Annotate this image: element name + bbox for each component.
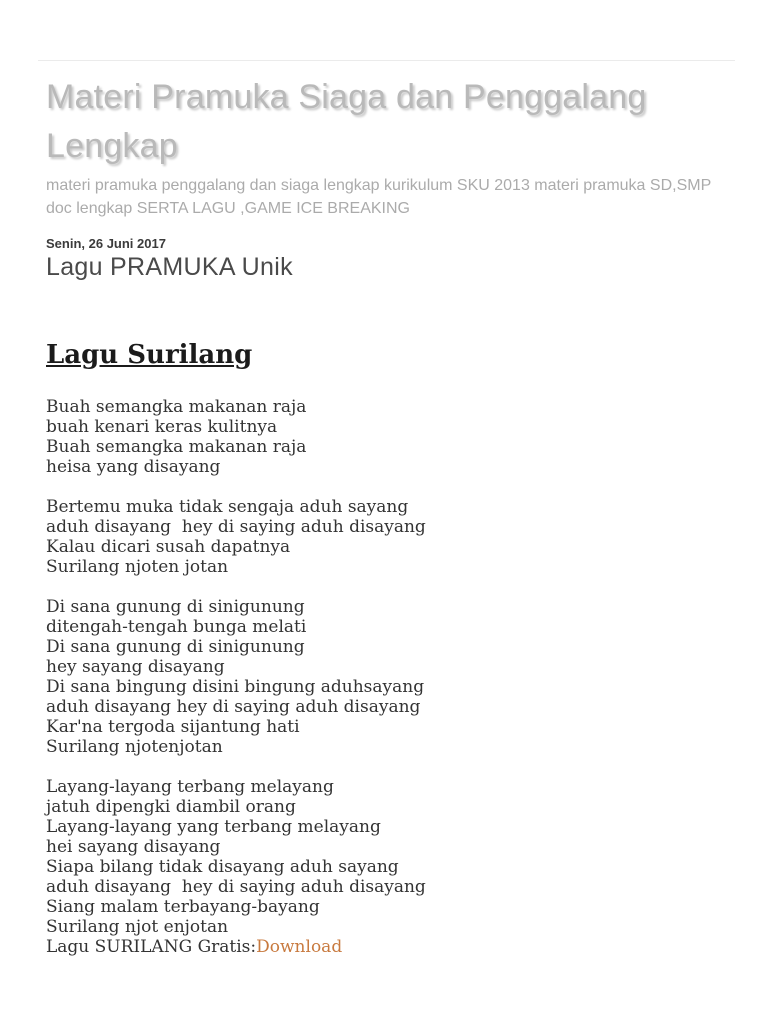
stanza [46,597,728,757]
lyric-line: Siang malam terbayang-bayang [46,897,320,917]
song-heading: Lagu Surilang [46,340,253,370]
lyric-line: Siapa bilang tidak disayang aduh sayang [46,857,399,877]
lyric-line: buah kenari keras kulitnya [46,417,278,437]
stanza [46,777,728,937]
lyric-line: aduh disayang hey di saying aduh disayang [46,517,426,537]
lyric-line: hey sayang disayang [46,657,225,677]
lyric-line: Buah semangka makanan raja [46,437,307,457]
lyric-line: Layang-layang terbang melayang [46,777,334,797]
download-prefix: Lagu SURILANG Gratis: [46,937,257,957]
lyric-line: Di sana gunung di sinigunung [46,637,305,657]
lyric-line: aduh disayang hey di saying aduh disayang [46,877,426,897]
lyric-line: Di sana gunung di sinigunung [46,597,305,617]
lyric-line: hei sayang disayang [46,837,221,857]
page-content [46,61,728,957]
lyrics [46,397,728,937]
lyric-line: Bertemu muka tidak sengaja aduh sayang [46,497,409,517]
download-line [46,937,728,957]
blog-title: Materi Pramuka Siaga dan Penggalang Lengkap [46,78,647,165]
lyric-line: Surilang njot enjotan [46,917,229,937]
lyric-line: jatuh dipengki diambil orang [46,797,296,817]
lyric-line: Buah semangka makanan raja [46,397,307,417]
download-link[interactable]: Download [256,937,343,957]
post-date: Senin, 26 Juni 2017 [46,236,166,251]
post-title: Lagu PRAMUKA Unik [46,253,293,281]
blog-subtitle: materi pramuka penggalang dan siaga lengkap kurikulum SKU 2013 materi pramuka SD,SMP doc lengkap SERTA LAGU ,GAME ICE BREAKING [46,177,711,217]
lyric-line: Kar'na tergoda sijantung hati [46,717,300,737]
lyric-line: Di sana bingung disini bingung aduhsayang [46,677,425,697]
lyric-line: aduh disayang hey di saying aduh disayang [46,697,421,717]
lyric-line: Surilang njotenjotan [46,737,223,757]
lyric-line: Surilang njoten jotan [46,557,229,577]
lyric-line: Layang-layang yang terbang melayang [46,817,381,837]
stanza [46,497,728,577]
lyric-line: heisa yang disayang [46,457,221,477]
stanza [46,397,728,477]
lyric-line: ditengah-tengah bunga melati [46,617,307,637]
lyric-line: Kalau dicari susah dapatnya [46,537,291,557]
